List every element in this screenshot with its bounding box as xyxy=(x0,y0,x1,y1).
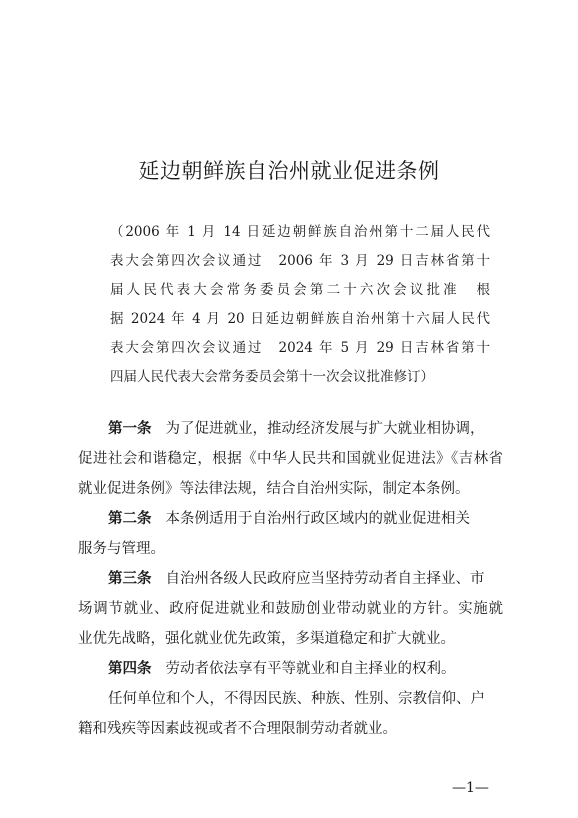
document-title: 延边朝鲜族自治州就业促进条例 xyxy=(138,159,440,183)
document-body xyxy=(78,414,503,744)
article-4 xyxy=(78,654,503,684)
article-text: 为了促进就业，推动经济发展与扩大就业相协调， xyxy=(165,421,485,437)
article-2 xyxy=(78,504,503,564)
article-text: 本条例适用于自治州行政区域内的就业促进相关 xyxy=(165,511,470,527)
paragraph-line: 籍和残疾等因素歧视或者不合理限制劳动者就业。 xyxy=(78,721,397,737)
article-label: 第三条 xyxy=(108,571,152,587)
article-3 xyxy=(78,564,503,654)
paragraph xyxy=(78,684,503,744)
article-text: 自治州各级人民政府应当坚持劳动者自主择业、市 xyxy=(165,571,485,587)
article-first-line xyxy=(78,654,503,684)
article-label: 第四条 xyxy=(108,661,152,677)
adoption-note-line: 四届人民代表大会常务委员会第十一次会议批准修订） xyxy=(110,369,434,385)
article-text: 劳动者依法享有平等就业和自主择业的权利。 xyxy=(165,661,456,677)
article-line: 业优先战略，强化就业优先政策，多渠道稳定和扩大就业。 xyxy=(78,631,455,647)
adoption-note-line: （2006 年 1 月 14 日延边朝鲜族自治州第十二届人民代 xyxy=(110,224,490,240)
article-first-line xyxy=(78,564,503,594)
article-label: 第一条 xyxy=(108,421,152,437)
article-1 xyxy=(78,414,503,504)
adoption-note xyxy=(110,218,490,392)
article-first-line xyxy=(78,504,503,534)
adoption-note-line: 据 2024 年 4 月 20 日延边朝鲜族自治州第十六届人民代 xyxy=(110,311,490,327)
article-first-line xyxy=(78,414,503,444)
paragraph-first-line: 任何单位和个人，不得因民族、种族、性别、宗教信仰、户 xyxy=(108,691,485,707)
article-line: 就业促进条例》等法律法规，结合自治州实际，制定本条例。 xyxy=(78,481,470,497)
adoption-note-line: 届人民代表大会常务委员会第二十六次会议批准 根 xyxy=(110,282,490,298)
page-number: —1— xyxy=(452,780,489,796)
article-label: 第二条 xyxy=(108,511,152,527)
article-line: 服务与管理。 xyxy=(78,541,165,557)
adoption-note-line: 表大会第四次会议通过 2024 年 5 月 29 日吉林省第十 xyxy=(110,340,490,356)
article-line: 场调节就业、政府促进就业和鼓励创业带动就业的方针。实施就 xyxy=(78,601,503,617)
adoption-note-line: 表大会第四次会议通过 2006 年 3 月 29 日吉林省第十 xyxy=(110,253,490,269)
article-line: 促进社会和谐稳定，根据《中华人民共和国就业促进法》《吉林省 xyxy=(78,451,503,467)
